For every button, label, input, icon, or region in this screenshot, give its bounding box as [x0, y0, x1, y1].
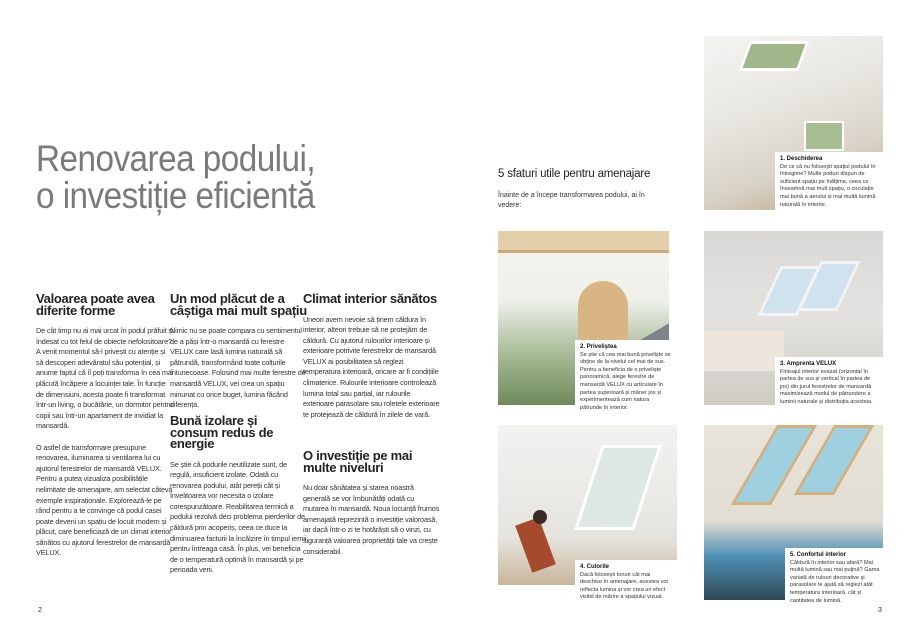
section-heading: Climat interior sănătos — [303, 291, 437, 306]
section-investment — [303, 450, 441, 568]
tip-text: Se știe că cea mai bună priveliște se obține de la nivelul cel mai de sus. Pentru a beneficia de o priveliște panoramică, alege ferestre de mansardă VELUX cu articulare în partea superioară și mâner jos și experimentează cum natura pătrunde în interior. — [580, 351, 671, 411]
page-title — [36, 140, 315, 214]
page-number: 2 — [38, 607, 42, 614]
tip-title: 1. Deschiderea — [780, 156, 823, 162]
tip-text: Dacă folosești tonuri cât mai deschise în amenajare, acestea vor reflecta lumina și vor crea un efect vizibil de mărire a spațiului vizual. — [580, 571, 669, 601]
tip-text: Căldură în interior sau afară? Mai multă lumină sau mai puțină? Gama variată de rulouri decorative și parasolare te ajută să reglezi atât temperatura interioară, cât și cantitatea de lumină. — [790, 559, 880, 604]
section-heading: Un mod plăcut de a câștiga mai mult spațiu — [170, 291, 307, 318]
tip-caption — [775, 152, 883, 212]
section-paragraph: Nimic nu se poate compara cu sentimentul de a păși într-o mansardă cu ferestre VELUX care lasă lumina naturală să pătrundă, transformând toate colțurile întunecoase. Folosind mai multe ferestre de mansardă VELUX, vei crea un spațiu minunat cu orice buget, lumina făcând diferența. — [170, 326, 306, 410]
tip-caption — [575, 560, 677, 608]
tips-heading: 5 sfaturi utile pentru amenajare — [498, 168, 651, 180]
section-paragraph: De cât timp nu ai mai urcat în podul prăfuit și îndesat cu tot felul de obiecte nefolositoare? A venit momentul să-l privești cu atenție și să descoperi adevăratul său potențial, și anume faptul că îl poți transforma în cea mai plăcută încăpere a locuinței tale. În funcție de dimensiuni, acesta poate fi transformat într-un living, o bucătărie, un dormitor pentru copii sau într-un apartament de invidiat la mansardă. — [36, 326, 174, 431]
section-heading: O investiție pe mai multe niveluri — [303, 448, 413, 475]
section-value — [36, 293, 174, 570]
tip-caption — [785, 548, 887, 606]
tip-text: De ce să nu folosești spațiul podului în întregime? Multe poduri dispun de suficient spațiu pe înălțime, ceea ce înseamnă mai mult spațiu, o circulație mai bună a aerului și mai multă lumină naturală în interior. — [780, 163, 876, 208]
tip-title: 2. Priveliștea — [580, 344, 617, 350]
page-number: 3 — [878, 607, 882, 614]
section-paragraph: Nu doar sănătatea și starea noastră generală se vor îmbunătăți odată cu mutarea în mansardă. Noua locuință frumos amenajată reprezintă o investiție valoroasă, iar dacă într-o zi te hotărăști să o vinzi, cu siguranță valoarea proprietății tale va crește considerabil. — [303, 483, 440, 556]
section-heading: Valoarea poate avea diferite forme — [36, 291, 155, 318]
tip-caption — [775, 357, 883, 410]
tips-intro: Înainte de a începe transformarea podului, ai în vedere: — [498, 192, 645, 209]
title-line-2: o investiție eficientă — [36, 175, 315, 216]
tip-title: 4. Culorile — [580, 564, 610, 570]
section-space — [170, 293, 308, 421]
section-paragraph: Uneori avem nevoie să ținem căldura în interior, alteori trebuie să ne protejăm de căldură. Cu ajutorul rulourilor interioare și exterioare potrivite ferestrelor de mansardă VELUX ai posibilitatea să reglezi temperatura interioară, oricare ar fi condițiile climaterice. Rulourile interioare controlează lumina total sau parțial, iar rulourile exterioare parasolare sau roletele exterioare te protejează de căldură în zilele de vară. — [303, 314, 440, 419]
tip-text: Finisajul interior evazat (orizontal în partea de sus și vertical în partea de jos) din jurul ferestrelor de mansardă maximizează modul de pătrundere a luminii naturale și distribuția acesteia. — [780, 368, 873, 405]
section-paragraph: Se știe că podurile neutilizate sunt, de regulă, insuficient izolate. Odată cu renovarea podului, atât pereții cât și învelitoarea vor necesita o izolare corespunzătoare. Reabilitarea termică a podului rezolvă deci problema pierderilor de căldură prin acoperiș, ceea ce duce la diminuarea facturii la încălzire în timpul iernii pentru întreaga casă. În plus, vei beneficia de o temperatură optimă în mansardă și pe perioada verii. — [170, 459, 307, 575]
section-insulation — [170, 415, 308, 587]
tip-title: 3. Amprenta VELUX — [780, 361, 837, 367]
section-paragraph: O astfel de transformare presupune renovarea, iluminarea și ventilarea lui cu ajutorul ferestrelor de mansardă VELUX. Pentru a putea vizualiza posibilitățile nelimitate de amenajare, am selectat câteva exemple inspiraționale. Explorează-le pe rând pentru a te convinge că podul casei poate deveni un spațiu de locuit modern și plăcut, care beneficiază de un climat interior sănătos cu ajutorul ferestrelor de mansardă VELUX. — [36, 442, 173, 558]
tip-caption — [575, 340, 675, 422]
section-heading: Bună izolare și consum redus de energie — [170, 413, 274, 451]
section-climate — [303, 293, 441, 431]
tip-title: 5. Confortul interior — [790, 552, 846, 558]
title-line-1: Renovarea podului, — [36, 138, 316, 179]
